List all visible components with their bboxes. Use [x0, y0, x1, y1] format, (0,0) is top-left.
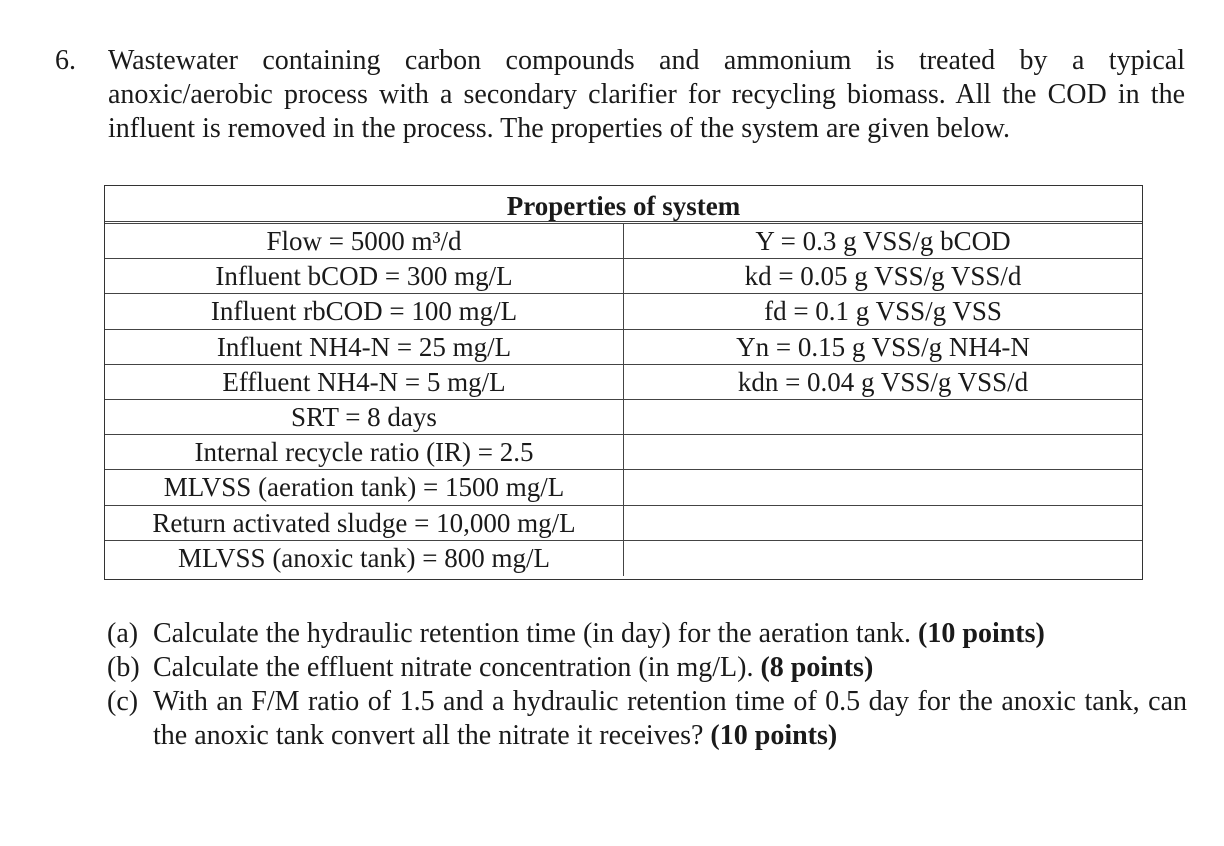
table-cell-right — [624, 435, 1142, 469]
table-cell-right — [624, 506, 1142, 540]
part-label: (a) — [107, 618, 139, 649]
table-row — [105, 400, 1142, 435]
table-cell-right: kdn = 0.04 g VSS/g VSS/d — [737, 366, 1029, 397]
question-line-1: Wastewater containing carbon compounds and ammonium is treated by a typical — [108, 45, 1185, 76]
table-cell-left: Influent rbCOD = 100 mg/L — [105, 294, 624, 328]
table-cell-left: Return activated sludge = 10,000 mg/L — [105, 506, 624, 540]
table-row — [105, 541, 1142, 576]
part-points: (10 points) — [918, 618, 1045, 649]
question-number: 6. — [55, 45, 76, 76]
question-line-3: influent is removed in the process. The properties of the system are given below. — [108, 113, 1010, 144]
table-cell-left: MLVSS (aeration tank) = 1500 mg/L — [105, 470, 624, 504]
table-cell-left: MLVSS (anoxic tank) = 800 mg/L — [105, 541, 624, 576]
table-row — [105, 224, 1142, 259]
properties-table-title: Properties of system — [105, 186, 1142, 224]
part-points: (10 points) — [710, 720, 838, 751]
table-row — [105, 294, 1142, 329]
table-cell-right: Yn = 0.15 g VSS/g NH4-N — [736, 331, 1030, 362]
table-row — [105, 330, 1142, 365]
table-cell-right: kd = 0.05 g VSS/g VSS/d — [744, 261, 1022, 292]
part-b — [107, 651, 1187, 685]
table-row — [105, 506, 1142, 541]
part-text: With an F/M ratio of 1.5 and a hydraulic retention time of 0.5 day for the anoxic tank, can the anoxic tank convert all the nitrate it receives? — [153, 686, 1187, 751]
table-cell-left: Effluent NH4-N = 5 mg/L — [105, 365, 624, 399]
part-text: Calculate the hydraulic retention time (in day) for the aeration tank. — [153, 618, 912, 649]
properties-table-body — [105, 224, 1142, 579]
table-row — [105, 259, 1142, 294]
question-parts — [107, 617, 1187, 753]
part-c — [107, 685, 1187, 753]
table-cell-left: Influent bCOD = 300 mg/L — [105, 259, 624, 293]
table-cell-right — [624, 400, 1142, 434]
question-text — [108, 44, 1185, 146]
part-text: Calculate the effluent nitrate concentration (in mg/L). — [153, 652, 754, 683]
table-cell-left: SRT = 8 days — [105, 400, 624, 434]
question-line-2: anoxic/aerobic process with a secondary clarifier for recycling biomass. All the COD in the — [108, 79, 1185, 110]
table-cell-left: Flow = 5000 m³/d — [105, 224, 624, 258]
table-cell-right: Y = 0.3 g VSS/g bCOD — [755, 226, 1011, 256]
table-row — [105, 470, 1142, 505]
table-cell-right — [624, 470, 1142, 504]
table-cell-left: Internal recycle ratio (IR) = 2.5 — [105, 435, 624, 469]
part-points: (8 points) — [760, 652, 874, 683]
table-cell-left: Influent NH4-N = 25 mg/L — [105, 330, 624, 364]
properties-table — [104, 185, 1143, 580]
part-a — [107, 617, 1187, 651]
table-cell-right: fd = 0.1 g VSS/g VSS — [764, 296, 1002, 327]
table-cell-right — [624, 541, 1142, 576]
part-label: (b) — [107, 652, 140, 683]
table-row — [105, 365, 1142, 400]
table-row — [105, 435, 1142, 470]
part-label: (c) — [107, 686, 139, 717]
